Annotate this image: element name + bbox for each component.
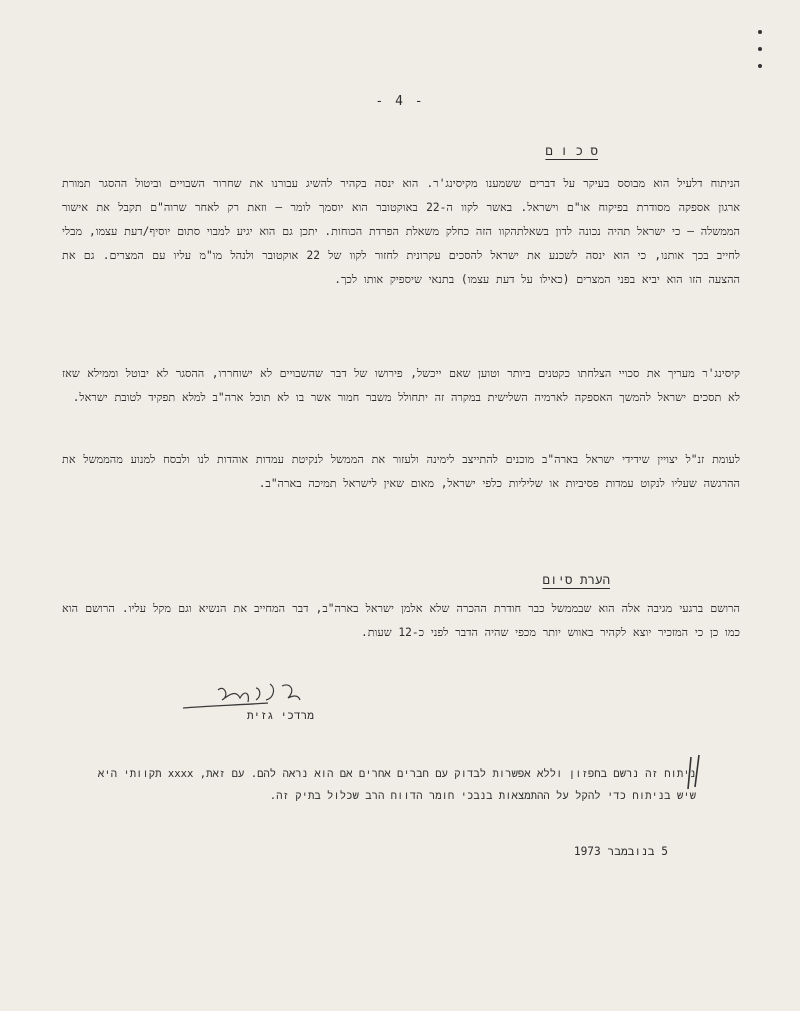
summary-paragraph-2: קיסינג'ר מעריך את סכויי הצלחתו כקטנים ביותר וטוען שאם ייכשל, פירושו של דבר שהשבויים לא ישוחררו, ההסגר לא יבוטל וממילא שאז לא תסכים ישראל להמשך האספקה לארמיה השלישית במקרה זה יתחולל משבר חמור אשר בו לא תוכל ארה"ב למלא תפקיד לטובת ישראל. bbox=[62, 367, 740, 404]
summary-paragraph-3: לעומת זנ"ל יצויין שידידי ישראל בארה"ב מוכנים להתייצב לימינה ולעזור את הממשל לנקיטת עמדות אוהדות לנו ולבסח למנוע מהממשל את ההרגשה שעליו לנקוט עמדות פסיביות או שליליות כלפי ישראל, מאום שאין לישראל תמיכה בארה"ב. bbox=[62, 453, 740, 490]
signature-name: מרדכי גזית bbox=[246, 709, 314, 722]
summary-paragraph-1: הניתוח דלעיל הוא מבוסס בעיקר על דברים ששמענו מקיסינג'ר. הוא ינסה בקהיר להשיג עבורנו את שחרור השבויים וביטול ההסגר תמורת ארגון אספקה מסודרת בפיקוח או"ם וישראל. באשר לקוו ה-22 באוקטובר הוא יוסמך לומר – וזאת רק לאחר שרוה"ם תקבל את אישור הממשלה – כי ישראל תהיה נכונה לדון בשאלתהקוו הזה כחלק משאלת הפרדת הכוחות. יתכן גם הוא יגיע למבוי סתום יוסיף/דעת עצמו, מבלי לחייב בכך אותנו, כי הוא ינסה לשכנע את ישראל להסכים עקרונית לחזור לקוו של 22 אוקטובר ולנהל מו"מ עליו עם המצרים. גם את ההצעה הזו הוא יביא בפני המצרים (כאילו על דעת עצמו) בתנאי שיספיק אותו לכך. bbox=[62, 177, 740, 286]
document-date: 5 בנובמבר 1973 bbox=[573, 845, 668, 858]
closing-heading: הערת סיום bbox=[542, 572, 610, 587]
margin-punch-marks bbox=[758, 30, 766, 81]
summary-heading: ס כ ו ם bbox=[545, 143, 598, 158]
closing-paragraph: הרושם ברגעי מגיבה אלה הוא שבממשל כבר חודרת ההכרה שלא אלמן ישראל בארה"ב, דבר המחייב את הנשיא וגם מקל עליו. הרושם הוא כמו כן כי המזכיר יוצא לקהיר באווש יותר מכפי שהיה הדבר לפני כ-12 שעות. bbox=[62, 602, 740, 639]
footnote: ניתוח זה נרשם בחפזון וללא אפשרות לבדוק עם חברים אחרים אם הוא נראה להם. עם זאת, xxxx תקוותי היא שיש בניתוח כדי להקל על ההתמצאות בנבכי חומר הדווח הרב שכלול בתיק זה. bbox=[97, 768, 696, 802]
page-number: - 4 - bbox=[375, 94, 425, 109]
